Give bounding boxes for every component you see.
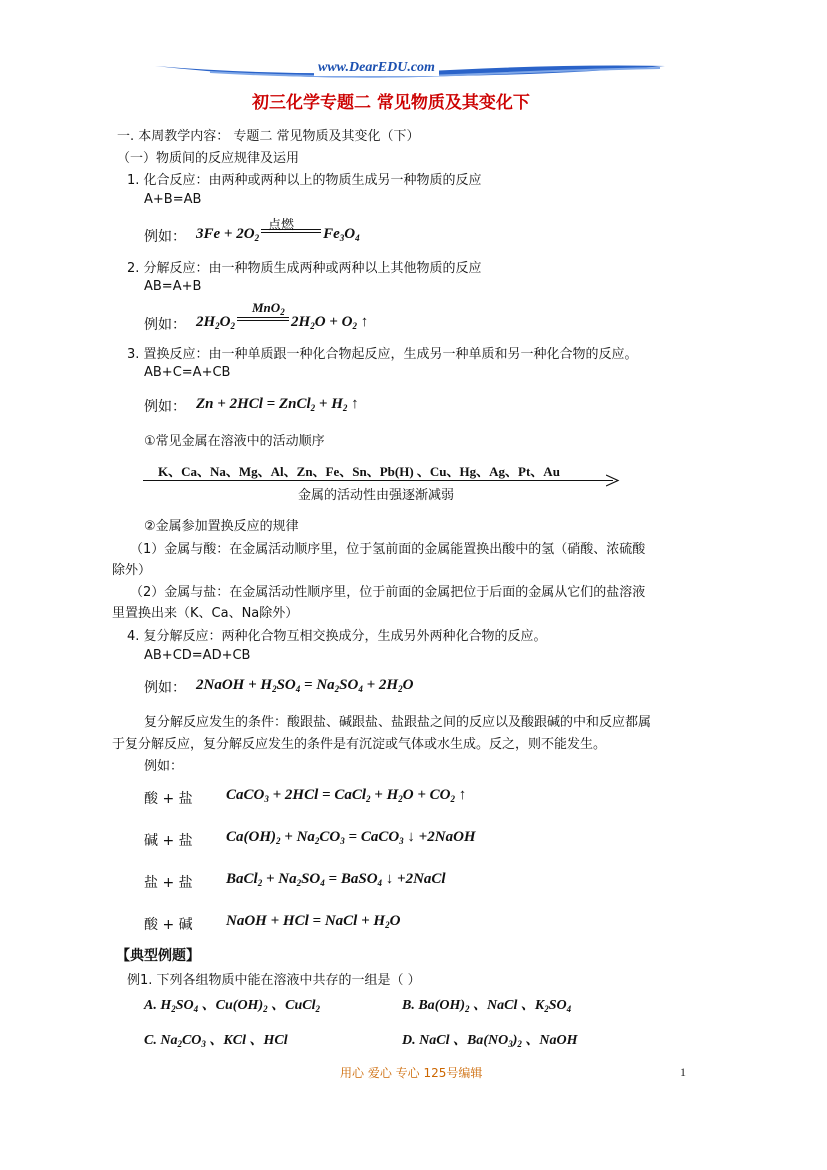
item3-text: 3. 置换反应：由一种单质跟一种化合物起反应，生成另一种单质和另一种化合物的反应。 xyxy=(127,347,638,362)
condition-line2: 于复分解反应，复分解反应发生的条件是有沉淀或气体或水生成。反之，则不能发生。 xyxy=(112,737,607,752)
reaction-condition: 点燃 xyxy=(268,218,295,233)
item1-formula: A+B=AB xyxy=(144,192,202,207)
arrow-head-icon xyxy=(606,474,620,487)
page-number: 1 xyxy=(680,1065,686,1079)
option-d: D. NaCl 、$Ba(NO_3)_2$ 、NaOH xyxy=(402,1033,578,1049)
item1-text: 1. 化合反应：由两种或两种以上的物质生成另一种物质的反应 xyxy=(127,173,482,188)
option-a: A. $H_2SO_4$ 、$Cu(OH)_2$ 、CuCl$_2$ xyxy=(144,998,320,1014)
pair-acid-base: 酸 + 碱 xyxy=(144,917,193,933)
equation-zinc-hcl: Zn + 2HCl = ZnCl$_2$ + $H_2$ ↑ xyxy=(196,396,359,413)
question-1: 例1. 下列各组物质中能在溶液中共存的一组是（ ） xyxy=(127,973,421,988)
example-label: 例如： xyxy=(144,317,186,333)
item3-formula: AB+C=A+CB xyxy=(144,365,231,380)
option-b: B. $Ba(OH)_2$ 、NaCl 、$K_2SO_4$ xyxy=(402,998,572,1014)
rule2-line2: 里置换出来（K、Ca、Na除外） xyxy=(112,606,299,621)
activity-arrow-line xyxy=(143,480,613,481)
metal-series: K、Ca、Na、Mg、Al、Zn、Fe、Sn、Pb(H) 、Cu、Hg、Ag、Pt、Au xyxy=(158,464,560,479)
equation-bacl2-na2so4: BaCl$_2$ + $Na_2SO_4$ = BaSO$_4$ ↓ +2NaCl xyxy=(226,871,446,888)
catalyst-label: MnO$_2$ xyxy=(252,300,285,317)
equation-iron-oxygen: $3Fe + 2O_2$ $Fe_3O_4$ xyxy=(196,226,360,243)
rule1-line2: 除外） xyxy=(112,563,152,578)
typical-examples-header: 【典型例题】 xyxy=(116,948,200,964)
item4-formula: AB+CD=AD+CB xyxy=(144,648,251,663)
sub-heading-activity: ①常见金属在溶液中的活动顺序 xyxy=(144,434,325,449)
site-logo: www.DearEDU.com xyxy=(314,60,439,76)
examples-label: 例如： xyxy=(144,759,184,774)
equation-caco3-hcl: CaCO$_3$ + 2HCl = CaCl$_2$ + $H_2O + CO_2$ ↑ xyxy=(226,787,467,804)
rule1-line1: （1）金属与酸：在金属活动顺序里，位于氢前面的金属能置换出酸中的氢（硝酸、浓硫酸 xyxy=(130,542,646,557)
example-label: 例如： xyxy=(144,399,186,415)
equation-naoh-hcl: NaOH + HCl = NaCl + $H_2O$ xyxy=(226,913,401,930)
pair-acid-salt: 酸 + 盐 xyxy=(144,791,193,807)
intro-line: 一. 本周教学内容： 专题二 常见物质及其变化（下） xyxy=(117,129,420,144)
section-heading: （一）物质间的反应规律及运用 xyxy=(117,151,300,166)
item2-text: 2. 分解反应：由一种物质生成两种或两种以上其他物质的反应 xyxy=(127,261,482,276)
equation-caoh2-na2co3: $Ca(OH)_2 + Na_2CO_3$ = CaCO$_3$ ↓ +2NaOH xyxy=(226,829,476,846)
rule2-line1: （2）金属与盐：在金属活动性顺序里，位于前面的金属把位于后面的金属从它们的盐溶液 xyxy=(130,585,646,600)
item2-formula: AB=A+B xyxy=(144,279,202,294)
example-label: 例如： xyxy=(144,229,186,245)
footer-text: 用心 爱心 专心 125号编辑 xyxy=(340,1066,483,1080)
pair-base-salt: 碱 + 盐 xyxy=(144,833,193,849)
metal-caption: 金属的活动性由强逐渐减弱 xyxy=(298,488,455,503)
sub-heading-rules: ②金属参加置换反应的规律 xyxy=(144,519,299,534)
equation-h2o2: $2H_2O_2$ $2H_2O + O_2$ ↑ xyxy=(196,314,369,331)
condition-line1: 复分解反应发生的条件：酸跟盐、碱跟盐、盐跟盐之间的反应以及酸跟碱的中和反应都属 xyxy=(144,715,652,730)
equation-naoh-h2so4: 2NaOH + $H_2SO_4 = Na_2SO_4 + 2H_2O$ xyxy=(196,677,414,694)
example-label: 例如： xyxy=(144,680,186,696)
page-title: 初三化学专题二 常见物质及其变化下 xyxy=(252,93,530,113)
item4-text: 4. 复分解反应：两种化合物互相交换成分，生成另外两种化合物的反应。 xyxy=(127,629,547,644)
option-c: C. $Na_2CO_3$ 、KCl 、HCl xyxy=(144,1033,288,1049)
pair-salt-salt: 盐 + 盐 xyxy=(144,875,193,891)
